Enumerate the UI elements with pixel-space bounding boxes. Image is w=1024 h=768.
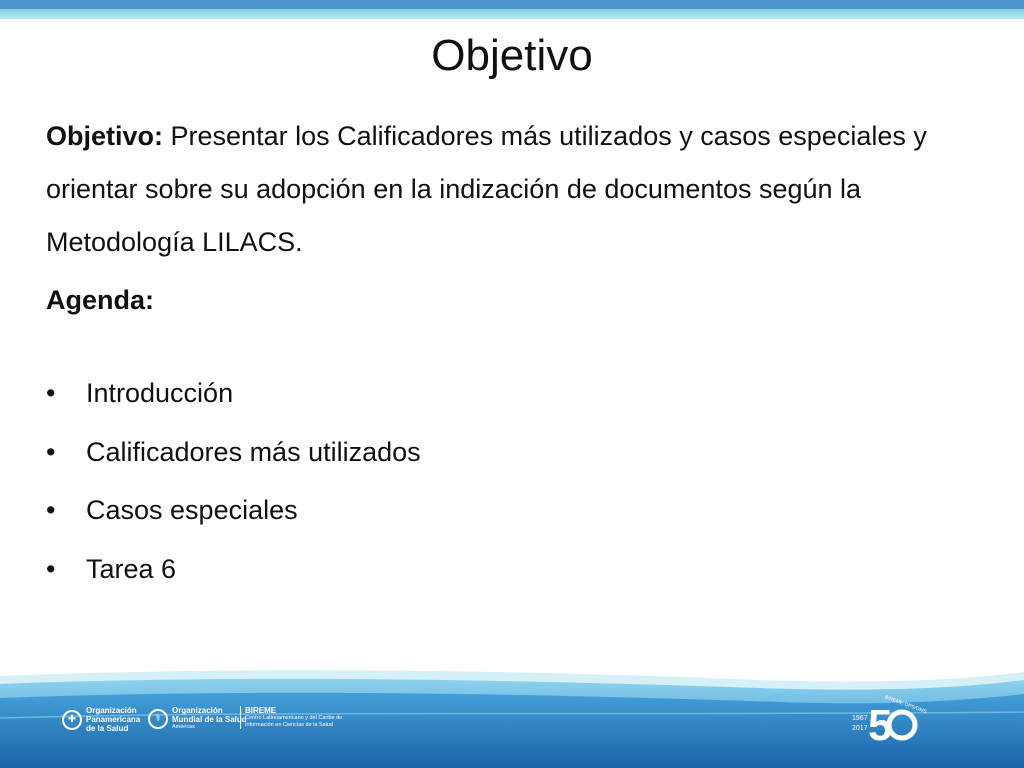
paho-emblem-icon: ✚ — [62, 710, 82, 730]
anniversary-years: 1967 — [852, 715, 868, 722]
bireme-logo: BIREME Centro Latinoamericano y del Caribe de Información en Ciencias de la Salud — [240, 706, 342, 729]
objective-text: Presentar los Calificadores más utilizados y casos especiales y orientar sobre su adopción en la indización de documentos según la Metodología LILACS. — [46, 121, 927, 257]
agenda-item-label: Calificadores más utilizados — [86, 436, 421, 467]
agenda-item — [46, 367, 421, 426]
top-accent-bar-light — [0, 9, 1024, 19]
who-logo: ⚕ Organización Mundial de la Salud Américas — [148, 706, 247, 731]
objective-paragraph — [46, 110, 946, 269]
agenda-item — [46, 484, 421, 543]
who-emblem-icon: ⚕ — [148, 709, 168, 729]
agenda-item-label: Tarea 6 — [86, 553, 177, 584]
paho-logo: ✚ Organización Panamericana de la Salud — [62, 706, 140, 733]
agenda-heading: Agenda: — [46, 285, 154, 315]
slide-title: Objetivo — [431, 31, 593, 80]
anniversary-number: 5 — [868, 701, 893, 750]
svg-text:BIREME·OPS/OMS: BIREME·OPS/OMS — [883, 694, 928, 716]
bullet-icon: • — [46, 436, 56, 467]
agenda-list — [46, 367, 421, 601]
agenda-item — [46, 543, 421, 602]
bullet-icon: • — [46, 553, 56, 584]
svg-text:2017: 2017 — [852, 725, 868, 732]
objective-label: Objetivo: — [46, 121, 164, 151]
agenda-item — [46, 426, 421, 485]
anniversary-50-logo — [848, 690, 928, 750]
bullet-icon: • — [46, 378, 56, 408]
bullet-icon: • — [46, 495, 56, 525]
agenda-item-label: Introducción — [86, 378, 234, 408]
agenda-item-label: Casos especiales — [86, 495, 298, 525]
top-accent-bar — [0, 0, 1024, 9]
